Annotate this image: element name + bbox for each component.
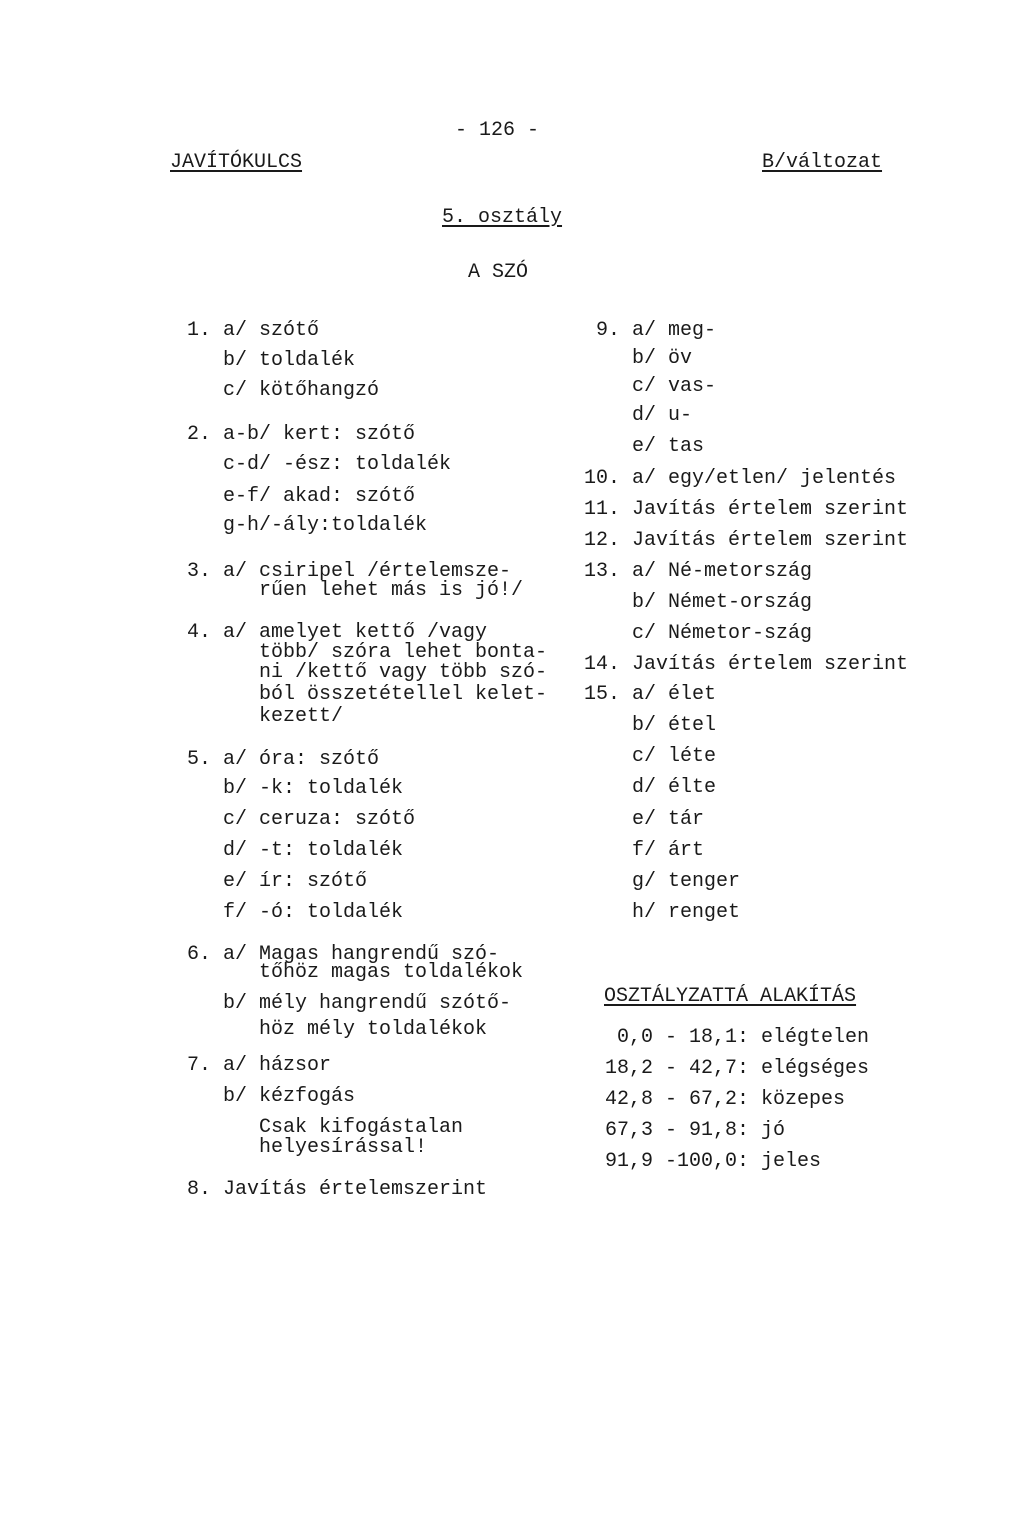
page-number: - 126 - — [455, 119, 540, 142]
section-title: A SZÓ — [468, 261, 529, 284]
answer-line: b/ mély hangrendű szótő- — [187, 992, 512, 1015]
answer-line: g/ tenger — [584, 870, 741, 893]
answer-line: 5. a/ óra: szótő — [187, 748, 380, 771]
grading-row: 0,0 - 18,1: elégtelen — [605, 1026, 870, 1049]
grading-row: 42,8 - 67,2: közepes — [605, 1088, 846, 1111]
answer-line: 7. a/ házsor — [187, 1054, 332, 1077]
header-right-variant: B/változat — [762, 151, 883, 174]
answer-line: b/ Német-ország — [584, 591, 813, 614]
grading-row: 18,2 - 42,7: elégséges — [605, 1057, 870, 1080]
answer-line: e/ ír: szótő — [187, 870, 368, 893]
answer-line: b/ étel — [584, 714, 717, 737]
answer-line: d/ u- — [596, 404, 693, 427]
answer-line: kezett/ — [187, 705, 344, 728]
grading-row: 67,3 - 91,8: jó — [605, 1119, 786, 1142]
answer-line: h/ renget — [584, 901, 741, 924]
answer-line: 15. a/ élet — [584, 683, 717, 706]
answer-line: höz mély toldalékok — [187, 1018, 488, 1041]
answer-line: ni /kettő vagy több szó- — [187, 661, 548, 684]
answer-line: 3. a/ csiripel /értelemsze- — [187, 560, 512, 583]
answer-line: 6. a/ Magas hangrendű szó- — [187, 943, 500, 966]
answer-line: ból összetétellel kelet- — [187, 683, 548, 706]
answer-line: g-h/-ály:toldalék — [187, 514, 428, 537]
grading-row: 91,9 -100,0: jeles — [605, 1150, 822, 1173]
answer-line: f/ -ó: toldalék — [187, 901, 404, 924]
answer-line: e/ tár — [584, 808, 705, 831]
answer-line: 9. a/ meg- — [596, 319, 717, 342]
answer-line: 11. Javítás értelem szerint — [584, 498, 909, 521]
answer-line: c-d/ -ész: toldalék — [187, 453, 452, 476]
answer-line: 14. Javítás értelem szerint — [584, 653, 909, 676]
answer-line: c/ léte — [584, 745, 717, 768]
answer-line: 10. a/ egy/etlen/ jelentés — [584, 467, 897, 490]
grading-title: OSZTÁLYZATTÁ ALAKÍTÁS — [604, 985, 857, 1008]
answer-line: rűen lehet más is jó!/ — [187, 579, 524, 602]
answer-line: 13. a/ Né-metország — [584, 560, 813, 583]
answer-line: 12. Javítás értelem szerint — [584, 529, 909, 552]
class-title: 5. osztály — [442, 206, 563, 229]
header-left-title: JAVÍTÓKULCS — [170, 151, 303, 174]
answer-line: c/ vas- — [596, 375, 717, 398]
answer-line: b/ toldalék — [187, 349, 356, 372]
answer-line: helyesírással! — [187, 1136, 428, 1159]
answer-line: e/ tas — [596, 435, 705, 458]
answer-line: c/ Németor-szág — [584, 622, 813, 645]
answer-line: c/ ceruza: szótő — [187, 808, 416, 831]
answer-line: b/ kézfogás — [187, 1085, 356, 1108]
answer-line: több/ szóra lehet bonta- — [187, 641, 548, 664]
answer-line: b/ -k: toldalék — [187, 777, 404, 800]
answer-line: e-f/ akad: szótő — [187, 485, 416, 508]
answer-line: tőhöz magas toldalékok — [187, 961, 524, 984]
answer-line: Csak kifogástalan — [187, 1116, 464, 1139]
answer-line: 1. a/ szótő — [187, 319, 320, 342]
answer-line: f/ árt — [584, 839, 705, 862]
answer-line: d/ élte — [584, 776, 717, 799]
answer-line: 4. a/ amelyet kettő /vagy — [187, 621, 488, 644]
answer-line: 2. a-b/ kert: szótő — [187, 423, 416, 446]
answer-line: c/ kötőhangzó — [187, 379, 380, 402]
answer-line: 8. Javítás értelemszerint — [187, 1178, 488, 1201]
answer-line: d/ -t: toldalék — [187, 839, 404, 862]
answer-line: b/ öv — [596, 347, 693, 370]
